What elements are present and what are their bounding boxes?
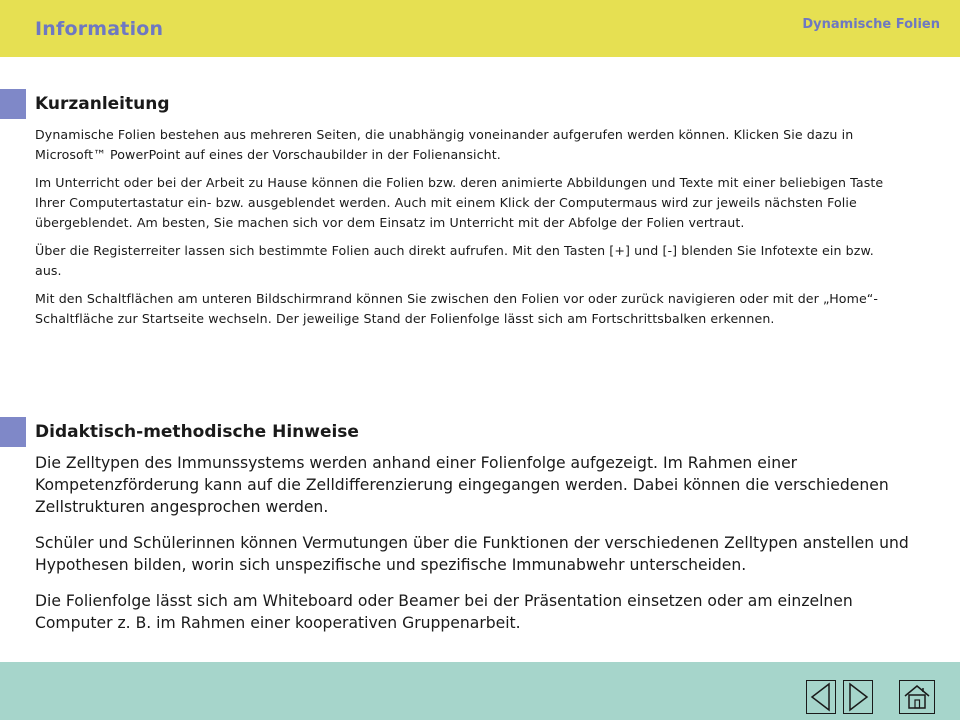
back-triangle-icon: [807, 681, 835, 713]
didaktik-paragraph: Die Folienfolge lässt sich am Whiteboard oder Beamer bei der Präsentation einsetzen oder am einzelnen Computer z. B. im Rahmen einer kooperativen Gruppenarbeit.: [35, 592, 853, 632]
section-heading-kurzanleitung: Kurzanleitung: [35, 94, 170, 114]
previous-slide-button[interactable]: [806, 680, 836, 714]
header-subtitle: Dynamische Folien: [802, 17, 940, 32]
didaktik-paragraph: Die Zelltypen des Immunssystems werden anhand einer Folienfolge aufgezeigt. Im Rahmen einer Kompetenzförderung kann auf die Zelldifferenzierung eingegangen werden. Dabei können die verschiedenen Zellstrukturen angesprochen werden.: [35, 454, 889, 516]
section-heading-didaktik: Didaktisch-methodische Hinweise: [35, 422, 359, 442]
kurzanleitung-paragraph: Dynamische Folien bestehen aus mehreren Seiten, die unabhängig voneinander aufgerufen werden können. Klicken Sie dazu in Microsoft™ PowerPoint auf eines der Vorschaubilder in der Folienansicht.: [35, 127, 854, 162]
kurzanleitung-paragraph: Im Unterricht oder bei der Arbeit zu Hause können die Folien bzw. deren animierte Abbildungen und Texte mit einer beliebigen Taste Ihrer Computertastatur ein- bzw. ausgeblendet werden. Auch mit einem Klick der Computermaus wird zur jeweils nächsten Folie übergeblendet. Am besten, Sie machen sich vor dem Einsatz im Unterricht mit der Abfolge der Folien vertraut.: [35, 175, 884, 230]
section-marker-kurzanleitung: [0, 89, 26, 119]
header-bar: [0, 0, 960, 57]
next-slide-button[interactable]: [843, 680, 873, 714]
kurzanleitung-paragraph: Mit den Schaltflächen am unteren Bildschirmrand können Sie zwischen den Folien vor oder zurück navigieren oder mit der „Home“-Schaltfläche zur Startseite wechseln. Der jeweilige Stand der Folienfolge lässt sich am Fortschrittsbalken erkennen.: [35, 291, 879, 326]
page-title: Information: [35, 18, 164, 40]
kurzanleitung-paragraph: Über die Registerreiter lassen sich bestimmte Folien auch direkt aufrufen. Mit den Tasten [+] und [-] blenden Sie Infotexte ein bzw. aus.: [35, 243, 874, 278]
home-button[interactable]: [899, 680, 935, 714]
didaktik-body: [35, 452, 930, 648]
kurzanleitung-body: [35, 125, 901, 337]
section-marker-didaktik: [0, 417, 26, 447]
home-icon: [900, 681, 934, 713]
forward-triangle-icon: [844, 681, 872, 713]
didaktik-paragraph: Schüler und Schülerinnen können Vermutungen über die Funktionen der verschiedenen Zelltypen anstellen und Hypothesen bilden, worin sich unspezifische und spezifische Immunabwehr unterscheiden.: [35, 534, 909, 574]
